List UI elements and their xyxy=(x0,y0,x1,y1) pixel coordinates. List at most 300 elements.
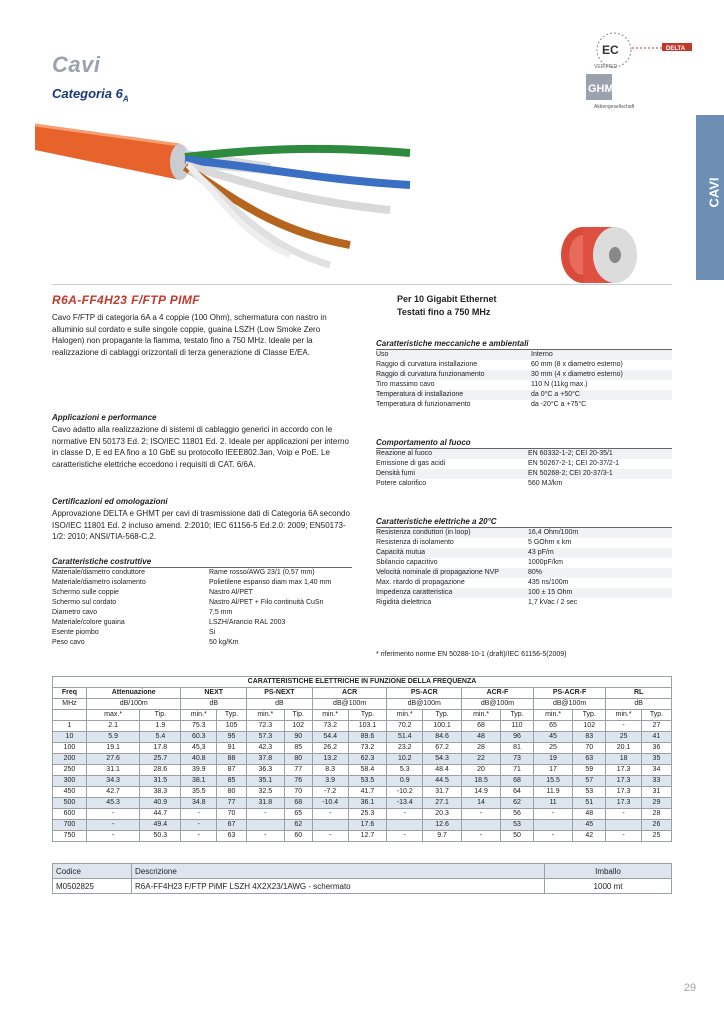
table-cell: 250 xyxy=(53,765,87,776)
mechanical-heading: Caratteristiche meccaniche e ambientali xyxy=(376,339,672,350)
table-cell: 85 xyxy=(217,776,247,787)
table-cell: -10.2 xyxy=(387,787,423,798)
table-cell: 45.3 xyxy=(86,798,139,809)
spec-value: 435 ns/100m xyxy=(528,579,569,586)
table-cell: 56 xyxy=(501,809,534,820)
spec-row xyxy=(376,449,672,459)
table-cell: 48.4 xyxy=(423,765,462,776)
spec-value: 60 mm (8 x diametro esterno) xyxy=(531,361,623,368)
table-cell: 11 xyxy=(533,798,572,809)
table-cell: 65 xyxy=(284,809,312,820)
spec-row xyxy=(376,548,672,558)
spec-value: 1000pF/km xyxy=(528,559,564,566)
table-cell: 96 xyxy=(501,732,534,743)
spec-label: Sbilancio capacitivo xyxy=(376,559,438,566)
table-cell: 600 xyxy=(53,809,87,820)
table-cell: - xyxy=(387,831,423,842)
table-cell: 1.9 xyxy=(140,721,181,732)
spec-row xyxy=(376,360,672,370)
spec-value: Nastro Al/PET + Filo continuità CuSn xyxy=(209,599,324,606)
table-cell: 27.1 xyxy=(423,798,462,809)
table-cell: 34 xyxy=(641,765,671,776)
unit-cell: dB xyxy=(246,699,312,710)
table-cell: 73.2 xyxy=(312,721,348,732)
spec-label: Esente piombo xyxy=(52,629,99,636)
table-cell: 89.6 xyxy=(348,732,387,743)
table-cell: 100.1 xyxy=(423,721,462,732)
table-cell: 54.3 xyxy=(423,754,462,765)
spec-value: 100 ± 15 Ohm xyxy=(528,588,672,598)
ghmt-sub-text: Aktiengesellschaft xyxy=(594,104,635,110)
table-cell: 103.1 xyxy=(348,721,387,732)
spec-label: Tiro massimo cavo xyxy=(376,381,435,388)
electrical-table xyxy=(376,528,672,608)
spec-label: Uso xyxy=(376,350,531,360)
table-cell: 102 xyxy=(284,721,312,732)
table-cell: 87 xyxy=(217,765,247,776)
table-cell: 20 xyxy=(462,765,501,776)
spec-value: 110 N (11kg max.) xyxy=(531,381,588,388)
subheader-cell: Tip. xyxy=(140,710,181,721)
spec-row xyxy=(376,528,672,538)
unit-cell: dB@100m xyxy=(387,699,462,710)
table-cell: - xyxy=(312,831,348,842)
table-row xyxy=(53,809,672,820)
spec-row xyxy=(376,598,672,608)
unit-cell: dB@100m xyxy=(312,699,387,710)
table-cell: 31.7 xyxy=(423,787,462,798)
table-cell: 48 xyxy=(462,732,501,743)
table-cell: 25 xyxy=(606,732,642,743)
table-cell: 64 xyxy=(501,787,534,798)
table-cell: 70.2 xyxy=(387,721,423,732)
spec-value: 43 pF/m xyxy=(528,548,672,558)
table-cell: 0.9 xyxy=(387,776,423,787)
spec-label: Emissione di gas acidi xyxy=(376,460,446,467)
codes-cell: Imballo xyxy=(545,864,672,879)
product-code: R6A-FF4H23 F/FTP PIMF xyxy=(52,293,200,307)
table-cell: 27 xyxy=(641,721,671,732)
table-cell: 48 xyxy=(573,809,606,820)
table-cell: 14 xyxy=(462,798,501,809)
table-cell: 12.6 xyxy=(423,820,462,831)
spec-label: Velocità nominale di propagazione NVP xyxy=(376,568,528,578)
verified-text: VERIFIED xyxy=(594,64,618,70)
spec-label: Reazione al fuoco xyxy=(376,449,528,459)
unit-cell: dB@100m xyxy=(533,699,605,710)
spec-row xyxy=(376,459,672,469)
spec-value: Rame rosso/AWG 23/1 (0,57 mm) xyxy=(209,569,315,576)
table-cell: 76 xyxy=(284,776,312,787)
spec-row xyxy=(52,578,352,588)
table-cell: 36.3 xyxy=(246,765,284,776)
table-cell: - xyxy=(533,809,572,820)
spec-row xyxy=(376,390,672,400)
table-cell: - xyxy=(86,820,139,831)
table-cell: 28 xyxy=(462,743,501,754)
table-cell: 19 xyxy=(533,754,572,765)
subheader-cell: max.* xyxy=(86,710,139,721)
subheader-cell xyxy=(53,710,87,721)
spec-value: EN 50267-2-1; CEI 20-37/2-1 xyxy=(528,460,620,467)
table-cell: 68 xyxy=(501,776,534,787)
table-cell: 23.2 xyxy=(387,743,423,754)
table-cell: - xyxy=(181,820,217,831)
spec-label: Schermo sul cordato xyxy=(52,599,117,606)
spec-value: Si xyxy=(209,629,216,636)
subheader-cell: Typ. xyxy=(501,710,534,721)
table-cell: 70 xyxy=(573,743,606,754)
subheader-cell: Tip. xyxy=(284,710,312,721)
spec-row xyxy=(376,370,672,380)
electrical-section xyxy=(376,517,672,608)
table-cell: 35.1 xyxy=(246,776,284,787)
table-cell: 35 xyxy=(641,754,671,765)
subheader-cell: min.* xyxy=(533,710,572,721)
table-cell: 8.3 xyxy=(312,765,348,776)
table-cell: 42 xyxy=(573,831,606,842)
codes-row xyxy=(53,879,672,894)
spec-row xyxy=(376,568,672,578)
spec-value: da -20°C a +75°C xyxy=(531,401,587,408)
applications-heading: Applicazioni e performance xyxy=(52,413,157,422)
ghmt-logo-text: GHMT xyxy=(588,83,621,95)
table-cell: 84.6 xyxy=(423,732,462,743)
table-cell: 102 xyxy=(573,721,606,732)
spec-value: 560 MJ/km xyxy=(528,480,563,487)
spec-label: Schermo sulle coppie xyxy=(52,589,119,596)
table-cell: 25 xyxy=(533,743,572,754)
table-cell: 17.3 xyxy=(606,776,642,787)
table-cell: 75.3 xyxy=(181,721,217,732)
table-cell: 62 xyxy=(284,820,312,831)
subheader-cell: min.* xyxy=(387,710,423,721)
table-cell: 80 xyxy=(217,787,247,798)
page-number: 29 xyxy=(683,982,696,994)
table-cell xyxy=(387,820,423,831)
table-cell: 53 xyxy=(501,820,534,831)
table-cell: 57 xyxy=(573,776,606,787)
subheader-cell: min.* xyxy=(312,710,348,721)
table-cell: 32.5 xyxy=(246,787,284,798)
product-tagline: Per 10 Gigabit Ethernet Testati fino a 750 MHz xyxy=(397,294,497,317)
column-group-header: NEXT xyxy=(181,688,247,699)
category-subtitle: Categoria $6_A$ xyxy=(52,86,129,104)
table-cell: 20.1 xyxy=(606,743,642,754)
spec-value: EN 50268-2; CEI 20-37/3-1 xyxy=(528,469,672,479)
table-cell: 9.7 xyxy=(423,831,462,842)
spec-label: Materiale/colore guaina xyxy=(52,619,125,626)
ec-logo-text: EC xyxy=(602,43,619,57)
table-cell: -10.4 xyxy=(312,798,348,809)
table-cell: 31 xyxy=(641,787,671,798)
table-cell: 33 xyxy=(641,776,671,787)
table-cell: 5.3 xyxy=(387,765,423,776)
spec-row xyxy=(52,618,352,628)
table-cell: 70 xyxy=(284,787,312,798)
table-cell: - xyxy=(86,809,139,820)
column-group-header: ACR xyxy=(312,688,387,699)
table-cell: 38.3 xyxy=(140,787,181,798)
table-row xyxy=(53,721,672,732)
fire-table xyxy=(376,449,672,489)
table-cell: 44.7 xyxy=(140,809,181,820)
table-cell: 57.3 xyxy=(246,732,284,743)
spec-value: LSZH/Arancio RAL 2003 xyxy=(209,619,286,626)
table-cell: 34.8 xyxy=(181,798,217,809)
fire-heading: Comportamento al fuoco xyxy=(376,438,672,449)
table-cell: 26.2 xyxy=(312,743,348,754)
codes-cell: M0502825 xyxy=(53,879,132,894)
unit-cell: dB xyxy=(181,699,247,710)
table-cell: 15.5 xyxy=(533,776,572,787)
spec-row xyxy=(52,568,352,578)
spec-value: 7,5 mm xyxy=(209,609,233,616)
electrical-heading: Caratteristiche elettriche a 20°C xyxy=(376,517,672,528)
table-cell: 44.5 xyxy=(423,776,462,787)
codes-cell: R6A-FF4H23 F/FTP PiMF LSZH 4X2X23/1AWG - schermato xyxy=(132,879,545,894)
table-cell: 17 xyxy=(533,765,572,776)
table-cell: 25 xyxy=(641,831,671,842)
spec-row xyxy=(52,608,352,618)
subheader-cell: min.* xyxy=(462,710,501,721)
spec-value: 50 kg/Km xyxy=(209,639,239,646)
table-cell: 88 xyxy=(217,754,247,765)
table-cell: 38.1 xyxy=(181,776,217,787)
table-cell: 45,3 xyxy=(181,743,217,754)
table-cell: 73 xyxy=(501,754,534,765)
section-divider xyxy=(52,284,672,285)
table-cell: - xyxy=(606,809,642,820)
spec-row xyxy=(52,598,352,608)
table-cell: 63 xyxy=(573,754,606,765)
column-group-header: PS-ACR-F xyxy=(533,688,605,699)
spec-row xyxy=(52,588,352,598)
spec-value: 30 mm (4 x diametro esterno) xyxy=(531,370,672,380)
table-cell: 300 xyxy=(53,776,87,787)
spec-label: Rigidità dielettrica xyxy=(376,599,432,606)
table-cell: 85 xyxy=(284,743,312,754)
table-cell xyxy=(462,820,501,831)
spec-label: Peso cavo xyxy=(52,639,85,646)
table-cell: 90 xyxy=(284,732,312,743)
spec-row xyxy=(376,479,672,489)
table-cell: 29 xyxy=(641,798,671,809)
codes-cell: Descrizione xyxy=(132,864,545,879)
table-cell: - xyxy=(606,721,642,732)
codes-cell: 1000 mt xyxy=(545,879,672,894)
table-cell: 40.8 xyxy=(181,754,217,765)
table-cell: 83 xyxy=(573,732,606,743)
table-cell xyxy=(606,820,642,831)
spec-label: Impedenza caratteristica xyxy=(376,588,528,598)
spec-label: Raggio di curvatura installazione xyxy=(376,361,478,368)
table-row xyxy=(53,732,672,743)
applications-text: Cavo adatto alla realizzazione di sistemi di cablaggio generici in accordo con le normative EN 50173 Ed. 2; ISO/IEC 11801 Ed. 2. Ideale per applicazioni per interno in classe D, E ed EA fino a 10 GbE su protocollo IEEE802.3an, Voip e PoE. Le caratteristiche elettriche eccedono i requisiti di CAT. 6/6A. xyxy=(52,425,349,469)
table-cell: - xyxy=(86,831,139,842)
codes-table xyxy=(52,863,672,894)
table-cell: 40.9 xyxy=(140,798,181,809)
table-cell: 60.3 xyxy=(181,732,217,743)
spec-row xyxy=(376,400,672,410)
spec-value: EN 60332-1-2; CEI 20-35/1 xyxy=(528,449,672,459)
table-cell: 1 xyxy=(53,721,87,732)
unit-cell: dB@100m xyxy=(462,699,534,710)
table-cell: 45 xyxy=(573,820,606,831)
table-cell: 12.7 xyxy=(348,831,387,842)
unit-cell: dB/100m xyxy=(86,699,180,710)
table-cell: 37.8 xyxy=(246,754,284,765)
table-cell: 17.3 xyxy=(606,765,642,776)
fire-section xyxy=(376,438,672,489)
table-cell: 95 xyxy=(217,732,247,743)
spec-row xyxy=(376,558,672,568)
table-cell: 10.2 xyxy=(387,754,423,765)
table-cell: 750 xyxy=(53,831,87,842)
table-cell: 20.3 xyxy=(423,809,462,820)
table-cell: -7.2 xyxy=(312,787,348,798)
table-cell: 60 xyxy=(284,831,312,842)
construction-heading: Caratteristiche costruttive xyxy=(52,557,352,568)
table-cell: 36 xyxy=(641,743,671,754)
spec-label: Resistenza conduttori (in loop) xyxy=(376,528,528,538)
product-description: Cavo F/FTP di categoria 6A a 4 coppie (100 Ohm), schermatura con nastro in alluminio sul cordato e sulle singole coppie, guaina LSZH (Low Smoke Zero Halogen) non propagante la fiamma, testato fino a 750 MHz. Ideale per la realizzazione di cablaggi orizzontali di terza generazione di Classe E/EA. xyxy=(52,313,327,357)
table-cell: 39.9 xyxy=(181,765,217,776)
table-cell: 68 xyxy=(284,798,312,809)
spec-row xyxy=(376,380,672,390)
table-cell: -13.4 xyxy=(387,798,423,809)
certification-logos xyxy=(580,30,700,117)
table-cell: 10 xyxy=(53,732,87,743)
table-cell: - xyxy=(533,831,572,842)
table-cell: - xyxy=(181,831,217,842)
spec-value: 5 GOhm x km xyxy=(528,539,572,546)
table-cell: 65 xyxy=(533,721,572,732)
cable-image xyxy=(30,105,430,280)
table-cell: 41.7 xyxy=(348,787,387,798)
table-cell: - xyxy=(246,809,284,820)
table-row xyxy=(53,831,672,842)
table-cell: 100 xyxy=(53,743,87,754)
table-row xyxy=(53,798,672,809)
spec-row xyxy=(52,628,352,638)
table-cell: 500 xyxy=(53,798,87,809)
codes-cell: Codice xyxy=(53,864,132,879)
unit-cell: dB xyxy=(606,699,672,710)
table-cell: 17.3 xyxy=(606,798,642,809)
table-cell: 25.3 xyxy=(348,809,387,820)
table-cell: - xyxy=(181,809,217,820)
table-cell: 91 xyxy=(217,743,247,754)
side-tab-cavi: CAVI xyxy=(696,115,724,280)
spec-value: 80% xyxy=(528,568,672,578)
table-cell: 31.5 xyxy=(140,776,181,787)
spec-value: 16,4 Ohm/100m xyxy=(528,528,672,538)
table-cell: 18 xyxy=(606,754,642,765)
table-cell: 70 xyxy=(217,809,247,820)
table-cell xyxy=(246,820,284,831)
table-cell: 42.3 xyxy=(246,743,284,754)
table-cell: 700 xyxy=(53,820,87,831)
table-cell: 11.9 xyxy=(533,787,572,798)
table-cell: - xyxy=(246,831,284,842)
spec-label: Raggio di curvatura funzionamento xyxy=(376,370,531,380)
table-cell: 62 xyxy=(501,798,534,809)
table-cell: 50 xyxy=(501,831,534,842)
table-cell: 59 xyxy=(573,765,606,776)
table-cell: 53.5 xyxy=(348,776,387,787)
spec-label: Potere calorifico xyxy=(376,480,427,487)
frequency-table xyxy=(52,676,672,842)
table-cell: 49.4 xyxy=(140,820,181,831)
table-cell: 28 xyxy=(641,809,671,820)
table-cell: 2.1 xyxy=(86,721,139,732)
table-cell xyxy=(533,820,572,831)
table-cell: 35.5 xyxy=(181,787,217,798)
table-row xyxy=(53,743,672,754)
table-cell: 14.9 xyxy=(462,787,501,798)
page-title: Cavi xyxy=(52,52,101,77)
table-cell: 34.3 xyxy=(86,776,139,787)
table-cell: 67.2 xyxy=(423,743,462,754)
table-cell: - xyxy=(606,831,642,842)
table-cell: - xyxy=(462,809,501,820)
certifications-text: Approvazione DELTA e GHMT per cavi di trasmissione dati di Categoria 6A secondo ISO/IEC 11801 Ed. 2 incluso amend. 2:2010; IEC 61156-5 Ed.2.0: 2009; EN50173-1/2: 2010; ANSI/TIA-568-C.2. xyxy=(52,509,350,541)
spec-row xyxy=(376,538,672,548)
spec-label: Capacità mutua xyxy=(376,548,528,558)
table-cell: 105 xyxy=(217,721,247,732)
column-group-header: ACR-F xyxy=(462,688,534,699)
table-cell: 200 xyxy=(53,754,87,765)
table-cell: - xyxy=(312,809,348,820)
subheader-cell: Typ. xyxy=(641,710,671,721)
spec-row xyxy=(376,350,672,360)
spec-value: da 0°C a +50°C xyxy=(531,390,672,400)
spec-row xyxy=(376,578,672,588)
table-cell: 17.3 xyxy=(606,787,642,798)
table-cell: 19.1 xyxy=(86,743,139,754)
table-cell: 45 xyxy=(533,732,572,743)
table-cell: 77 xyxy=(217,798,247,809)
table-cell: 54.4 xyxy=(312,732,348,743)
table-cell: 22 xyxy=(462,754,501,765)
codes-header-row xyxy=(53,864,672,879)
table-cell: 110 xyxy=(501,721,534,732)
certifications-heading: Certificazioni ed omologazioni xyxy=(52,497,168,506)
table-row xyxy=(53,776,672,787)
table-cell: 73.2 xyxy=(348,743,387,754)
column-group-header: PS-NEXT xyxy=(246,688,312,699)
table-cell: 26 xyxy=(641,820,671,831)
spec-row xyxy=(376,469,672,479)
table-cell: 27.6 xyxy=(86,754,139,765)
table-cell: 63 xyxy=(217,831,247,842)
table-cell: 58.4 xyxy=(348,765,387,776)
table-cell: 62.3 xyxy=(348,754,387,765)
spec-label: Resistenza di isolamento xyxy=(376,539,454,546)
subheader-cell: Typ. xyxy=(348,710,387,721)
table-cell: 36.1 xyxy=(348,798,387,809)
table-cell: 17.8 xyxy=(140,743,181,754)
table-cell: 51.4 xyxy=(387,732,423,743)
footnote: * riferimento norme EN 50288-10-1 (draft)/IEC 61156-5(2009) xyxy=(376,651,567,658)
table-cell: 17.6 xyxy=(348,820,387,831)
spec-value: 1,7 kVac / 2 sec xyxy=(528,599,578,606)
spec-label: Materiale/diametro isolamento xyxy=(52,579,146,586)
table-cell: 71 xyxy=(501,765,534,776)
table-cell: 31.8 xyxy=(246,798,284,809)
table-cell: 13.2 xyxy=(312,754,348,765)
